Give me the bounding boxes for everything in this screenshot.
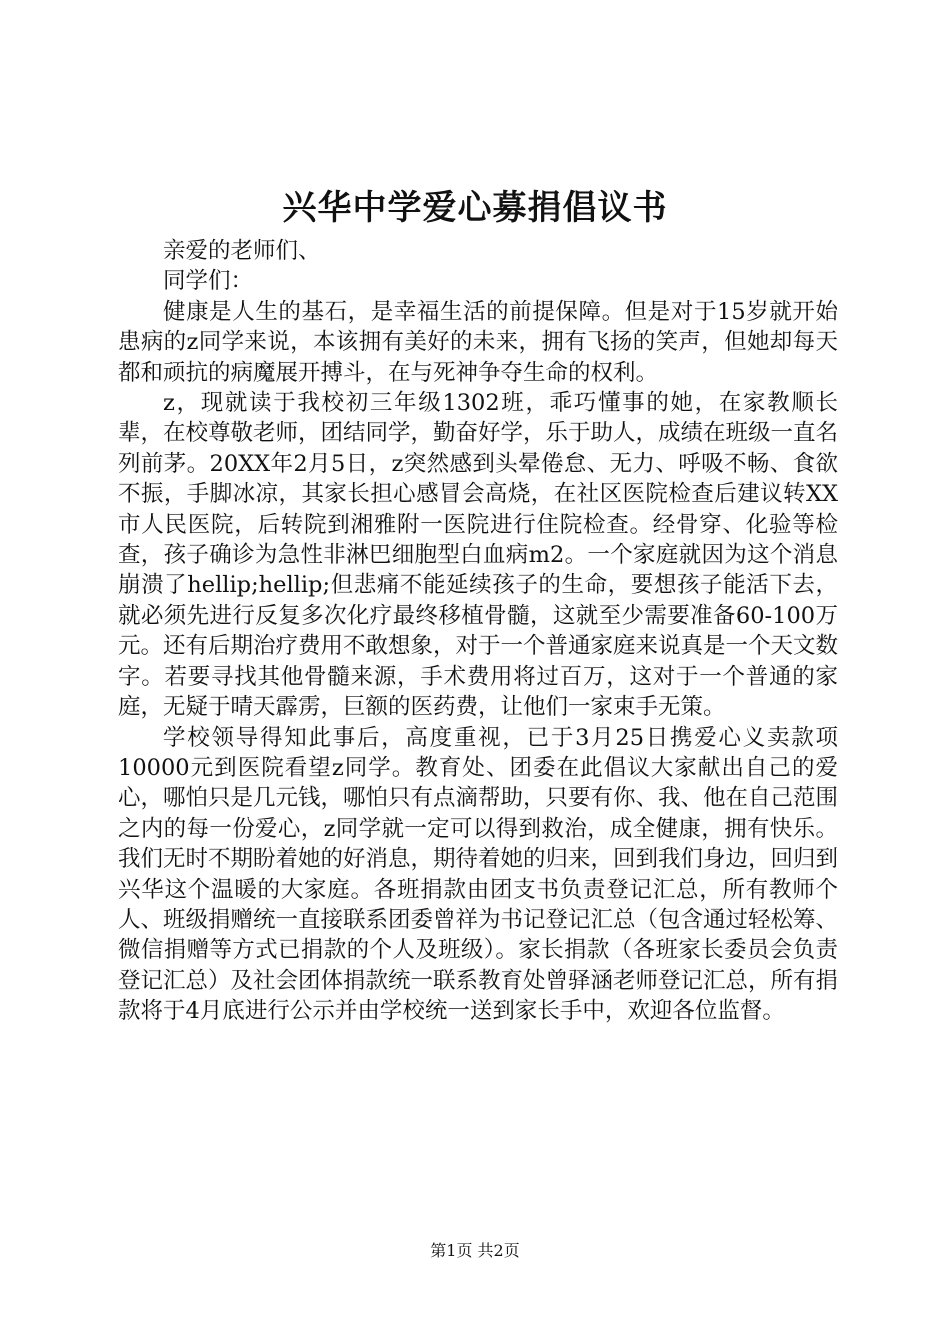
salutation-line-2: 同学们： bbox=[163, 268, 254, 295]
paragraph-student-illness: z，现就读于我校初三年级1302班，乖巧懂事的她，在家教顺长辈，在校尊敬老师，团结同学，勤奋好学，乐于助人，成绩在班级一直名列前茅。20XX年2月5日，z突然感到头晕倦怠、无力、呼吸不畅、食欲不振，手脚冰凉，其家长担心感冒会高烧，在社区医院检查后建议转XX市人民医院，后转院到湘雅附一医院进行住院检查。经骨穿、化验等检查，孩子确诊为急性非淋巴细胞型白血病m2。一个家庭就因为这个消息崩溃了hellip;hellip;但悲痛不能延续孩子的生命，要想孩子能活下去，就必须先进行反复多次化疗最终移植骨髓，这就至少需要准备60-100万元。还有后期治疗费用不敢想象，对于一个普通家庭来说真是一个天文数字。若要寻找其他骨髓来源，手术费用将过百万，这对于一个普通的家庭，无疑于晴天霹雳，巨额的医药费，让他们一家束手无策。 bbox=[118, 390, 839, 721]
document-body bbox=[118, 236, 838, 1027]
paragraph-school-appeal: 学校领导得知此事后，高度重视，已于3月25日携爱心义卖款项10000元到医院看望z同学。教育处、团委在此倡议大家献出自己的爱心，哪怕只是几元钱，哪怕只有点滴帮助，只要有你、我、他在自己范围之内的每一份爱心，z同学就一定可以得到救治，成全健康，拥有快乐。我们无时不期盼着她的好消息，期待着她的归来，回到我们身边，回归到兴华这个温暖的大家庭。各班捐款由团支书负责登记汇总，所有教师个人、班级捐赠统一直接联系团委曾祥为书记登记汇总（包含通过轻松筹、微信捐赠等方式已捐款的个人及班级）。家长捐款（各班家长委员会负责登记汇总）及社会团体捐款统一联系教育处曾驿涵老师登记汇总，所有捐款将于4月底进行公示并由学校统一送到家长手中，欢迎各位监督。 bbox=[118, 724, 839, 1025]
salutation-line-1: 亲爱的老师们、 bbox=[163, 238, 321, 264]
paragraph-health-intro: 健康是人生的基石，是幸福生活的前提保障。但是对于15岁就开始患病的z同学来说，本该拥有美好的未来，拥有飞扬的笑声，但她却每天都和顽抗的病魔展开搏斗，在与死神争夺生命的权利。 bbox=[118, 298, 838, 386]
page-number-footer: 第1页 共2页 bbox=[430, 1241, 520, 1260]
document-title: 兴华中学爱心募捐倡议书 bbox=[282, 188, 668, 228]
